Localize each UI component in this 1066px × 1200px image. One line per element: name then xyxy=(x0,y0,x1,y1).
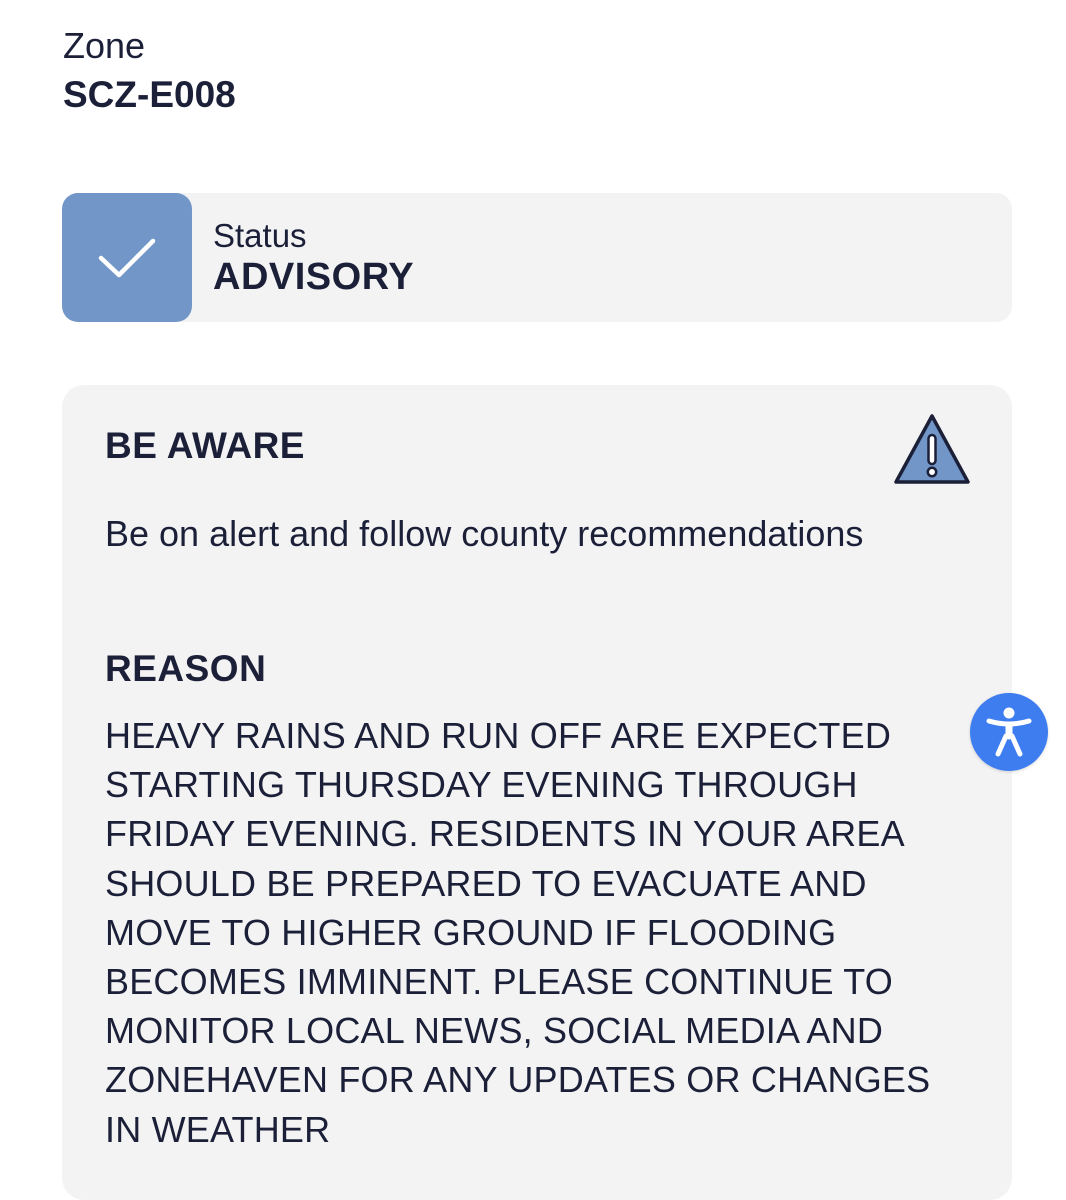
status-label: Status xyxy=(213,217,307,254)
zone-id: SCZ-E008 xyxy=(63,74,236,115)
status-icon-box xyxy=(62,193,192,322)
zone-label: Zone xyxy=(63,25,146,66)
accessibility-button[interactable] xyxy=(970,693,1048,771)
reason-title: REASON xyxy=(105,648,267,689)
alert-message: Be on alert and follow county recommendations xyxy=(105,513,864,554)
accessibility-icon xyxy=(985,706,1033,758)
checkmark-icon xyxy=(97,236,157,280)
status-value: ADVISORY xyxy=(213,256,415,298)
reason-text: HEAVY RAINS AND RUN OFF ARE EXPECTED STARTING THURSDAY EVENING THROUGH FRIDAY EVENING. RESIDENTS IN YOUR AREA SHOULD BE PREPARED TO EVACUATE AND MOVE TO HIGHER GROUND IF FLOODING BECOMES IMMINENT. PLEASE CONTINUE TO MONITOR LOCAL NEWS, SOCIAL MEDIA AND ZONEHAVEN FOR ANY UPDATES OR CHANGES IN WEATHER xyxy=(105,715,931,1150)
warning-triangle-icon xyxy=(892,411,972,487)
alert-info-card xyxy=(62,385,1012,1200)
status-card xyxy=(62,193,1012,322)
alert-title: BE AWARE xyxy=(105,425,305,466)
